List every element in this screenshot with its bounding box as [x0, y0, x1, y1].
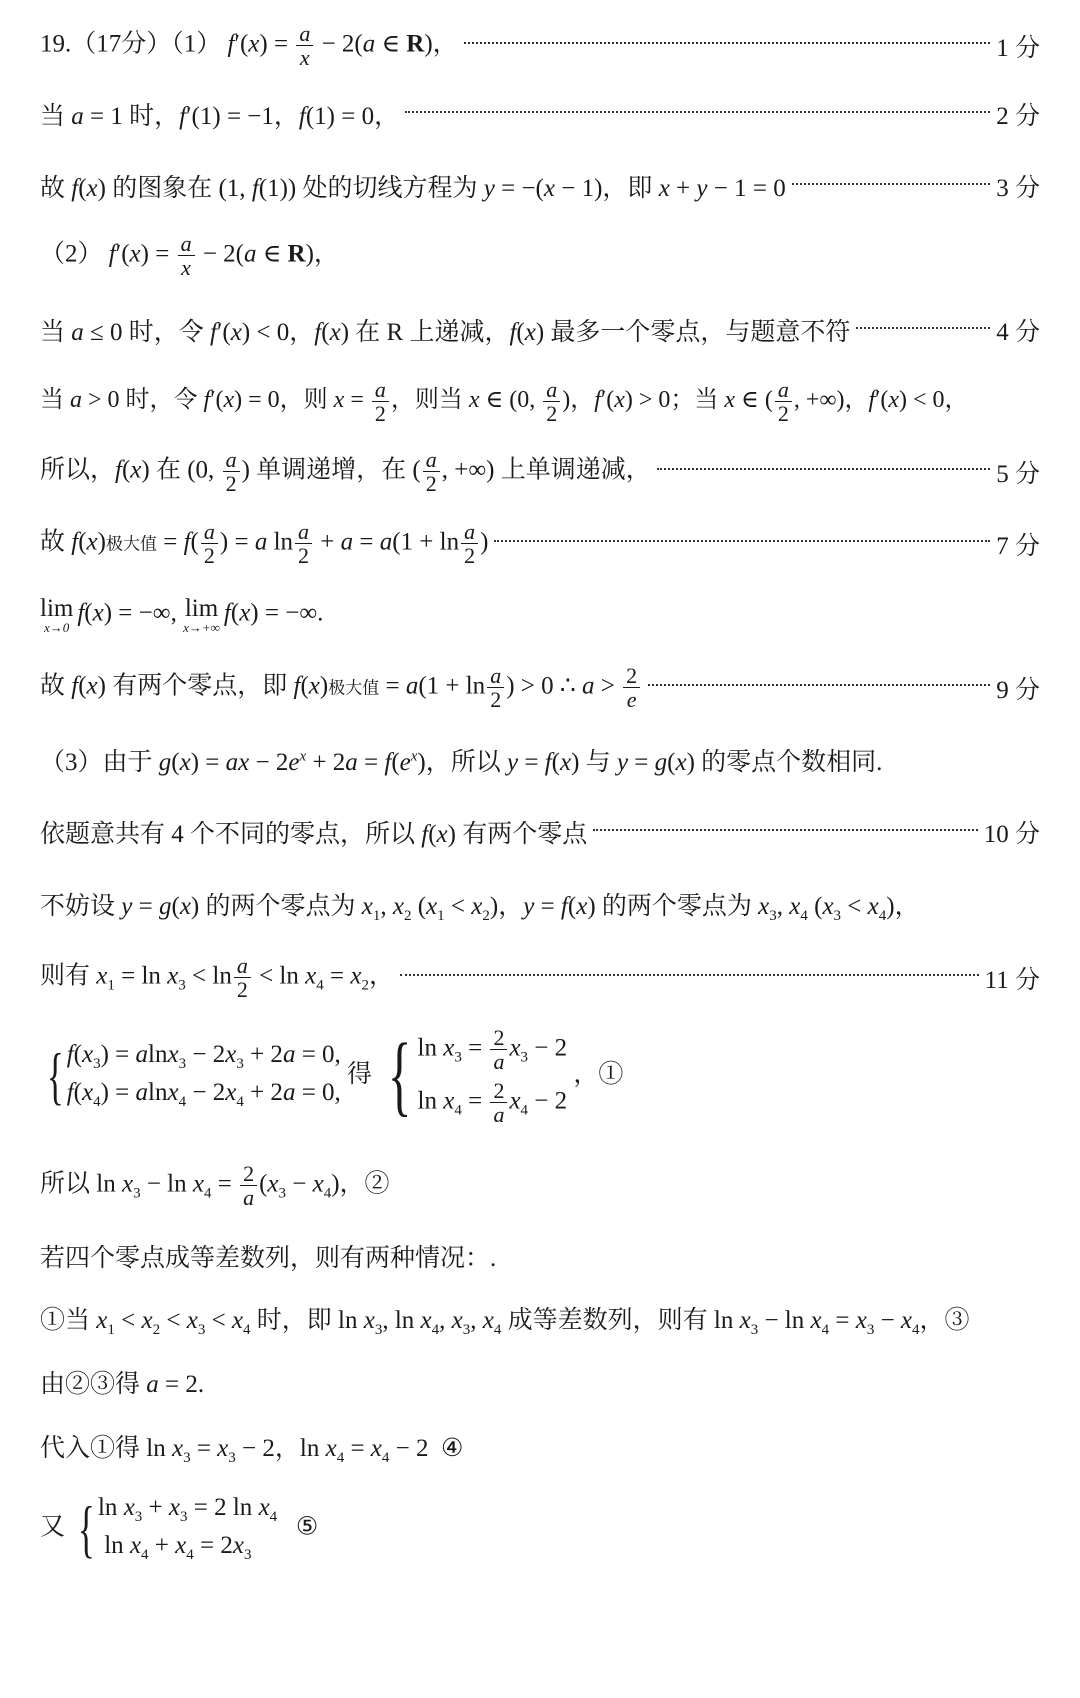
- solution-line-11: （3）由于 g(x) = ax − $2e^x + 2a = f(e^x)$，所以 y = f(x) 与 y = g(x) 的零点个数相同.: [40, 748, 883, 776]
- solution-line-12: [40, 814, 1040, 850]
- line-10-text: 故 f(x) 有两个零点，即 f(x)极大值 = a(1 + ln $\frac{a}{2}$ ) > 0 ∴ a > $\frac{2}{e}$: [40, 664, 642, 711]
- solution-line-1: [40, 22, 1040, 69]
- solution-line-5: [40, 312, 1040, 348]
- score-7: 7 分: [996, 532, 1040, 560]
- line-1-text: 19.（17分）（1） f′(x) = $\frac{a}{x}$ − 2(a ∈ R)，: [40, 21, 458, 71]
- solution-line-16: 所以 $\ln x_3 - \ln x_4$ = $\frac{2}{a}$ $(x_3 - x_4)$，②: [40, 1161, 390, 1211]
- solution-line-4: （2） f′(x) = $\frac{a}{x}$ − 2(a ∈ R)，: [40, 231, 339, 281]
- score-9: 9 分: [996, 676, 1040, 704]
- leader-dots: [494, 539, 990, 542]
- equation-system-2: { $\ln x_3$ = $\frac{2}{a}$ $x_3 - 2$ $\ln x_4$ = $\frac{2}{a}$ $x_4 - 2$: [388, 1025, 568, 1128]
- equation-system-1: { $f(x_3) = alnx_3 - 2x_3 + 2a = 0$, $f(x_4) = alnx_4 - 2x_4 + 2a = 0$,: [46, 1040, 341, 1112]
- solution-line-14: [40, 954, 1040, 1001]
- leader-dots: [464, 41, 991, 44]
- solution-line-9: lim x→0 f(x) = −∞, lim x→+∞ f(x) = −∞.: [40, 595, 324, 635]
- solution-line-15: { $f(x_3) = alnx_3 - 2x_3 + 2a = 0$, $f(x_4) = alnx_4 - 2x_4 + 2a = 0$, 得 { $\ln x_3$ = $\frac{2}{a}$ $x_3 - 2$ $\ln x_4$ = $\frac{2}{a}$ $x_4 - 2$ ，①: [40, 1026, 1040, 1126]
- score-4: 4 分: [996, 319, 1040, 346]
- solution-line-18: ①当 $x_1 < x_2 < x_3 < x_4$ 时，即 $\ln x_3$, $\ln x_4$, $x_3$, $x_4$ 成等差数列，则有 $\ln x_3 - \ln x_4 = x_3 - x_4$，③: [40, 1307, 970, 1338]
- score-1: 1 分: [996, 34, 1040, 62]
- equation-system-3: { $\ln x_3 + x_3 = 2$ $\ln x_4$ $\ln x_4 + x_4 = 2x_3$: [78, 1493, 278, 1564]
- leader-dots: [405, 110, 990, 113]
- score-10: 10 分: [983, 821, 1040, 848]
- solution-line-3: [40, 168, 1040, 204]
- line-8-text: 故 f(x)极大值 = f( $\frac{a}{2}$ ) = a ln $\frac{a}{2}$ + a = a(1 + ln $\frac{a}{2}$ ): [40, 519, 489, 569]
- leader-dots: [856, 326, 990, 329]
- leader-dots: [648, 683, 990, 686]
- solution-line-17: 若四个零点成等差数列，则有两种情况：.: [40, 1245, 497, 1272]
- solution-line-8: [40, 520, 1040, 567]
- solution-line-7: [40, 448, 1040, 495]
- solution-line-2: [40, 96, 1040, 132]
- leader-dots: [792, 182, 991, 185]
- solution-line-20: 代入①得 $\ln x_3 = x_3 - 2$，$\ln x_4 = x_4 - 2$ ④: [40, 1435, 464, 1466]
- leader-dots: [593, 828, 978, 831]
- leader-dots: [657, 467, 991, 470]
- line-7-text: 所以，f(x) 在 (0, $\frac{a}{2}$ ) 单调递增，在 ( $\frac{a}{2}$ , +∞) 上单调递减，: [40, 447, 651, 497]
- line-3-text: 故 f(x) 的图象在 (1, f(1)) 处的切线方程为 y = −(x − 1)，即 x + y − 1 = 0: [40, 175, 786, 202]
- leader-dots: [400, 973, 979, 976]
- solution-line-19: 由②③得 a = 2.: [40, 1371, 205, 1398]
- score-11: 11 分: [984, 966, 1040, 994]
- score-2: 2 分: [996, 103, 1040, 130]
- line-12-text: 依题意共有 4 个不同的零点，所以 f(x) 有两个零点: [40, 821, 588, 848]
- line-5-text: 当 a ≤ 0 时，令 f′(x) < 0，f(x) 在 R 上递减，f(x) 最多一个零点，与题意不符: [40, 319, 851, 346]
- line-2-text: 当 a = 1 时，f′(1) = −1，f(1) = 0，: [40, 103, 400, 130]
- solution-line-13: 不妨设 y = g(x) 的两个零点为 $x_1$, $x_2$ $(x_1 < x_2)$，y = f(x) 的两个零点为 $x_3$, $x_4$ $(x_3 < x_4)$，: [40, 893, 920, 924]
- line-14-text: 则有 $x_1 = \ln x_3 < \ln$ $\frac{a}{2}$ < $\ln x_4 = x_2$，: [40, 953, 394, 1003]
- solution-line-21: 又 { $\ln x_3 + x_3 = 2$ $\ln x_4$ $\ln x_4 + x_4 = 2x_3$ ⑤: [40, 1493, 319, 1564]
- solution-line-6: 当 a > 0 时，令 f′(x) = 0，则 x = $\frac{a}{2}$ ，则当 x ∈ (0, $\frac{a}{2}$ )，f′(x) > 0；当 x ∈ ( $\frac{a}{2}$ , +∞)，f′(x) < 0，: [40, 377, 969, 427]
- solution-line-10: [40, 664, 1040, 711]
- score-5: 5 分: [996, 460, 1040, 488]
- score-3: 3 分: [996, 175, 1040, 202]
